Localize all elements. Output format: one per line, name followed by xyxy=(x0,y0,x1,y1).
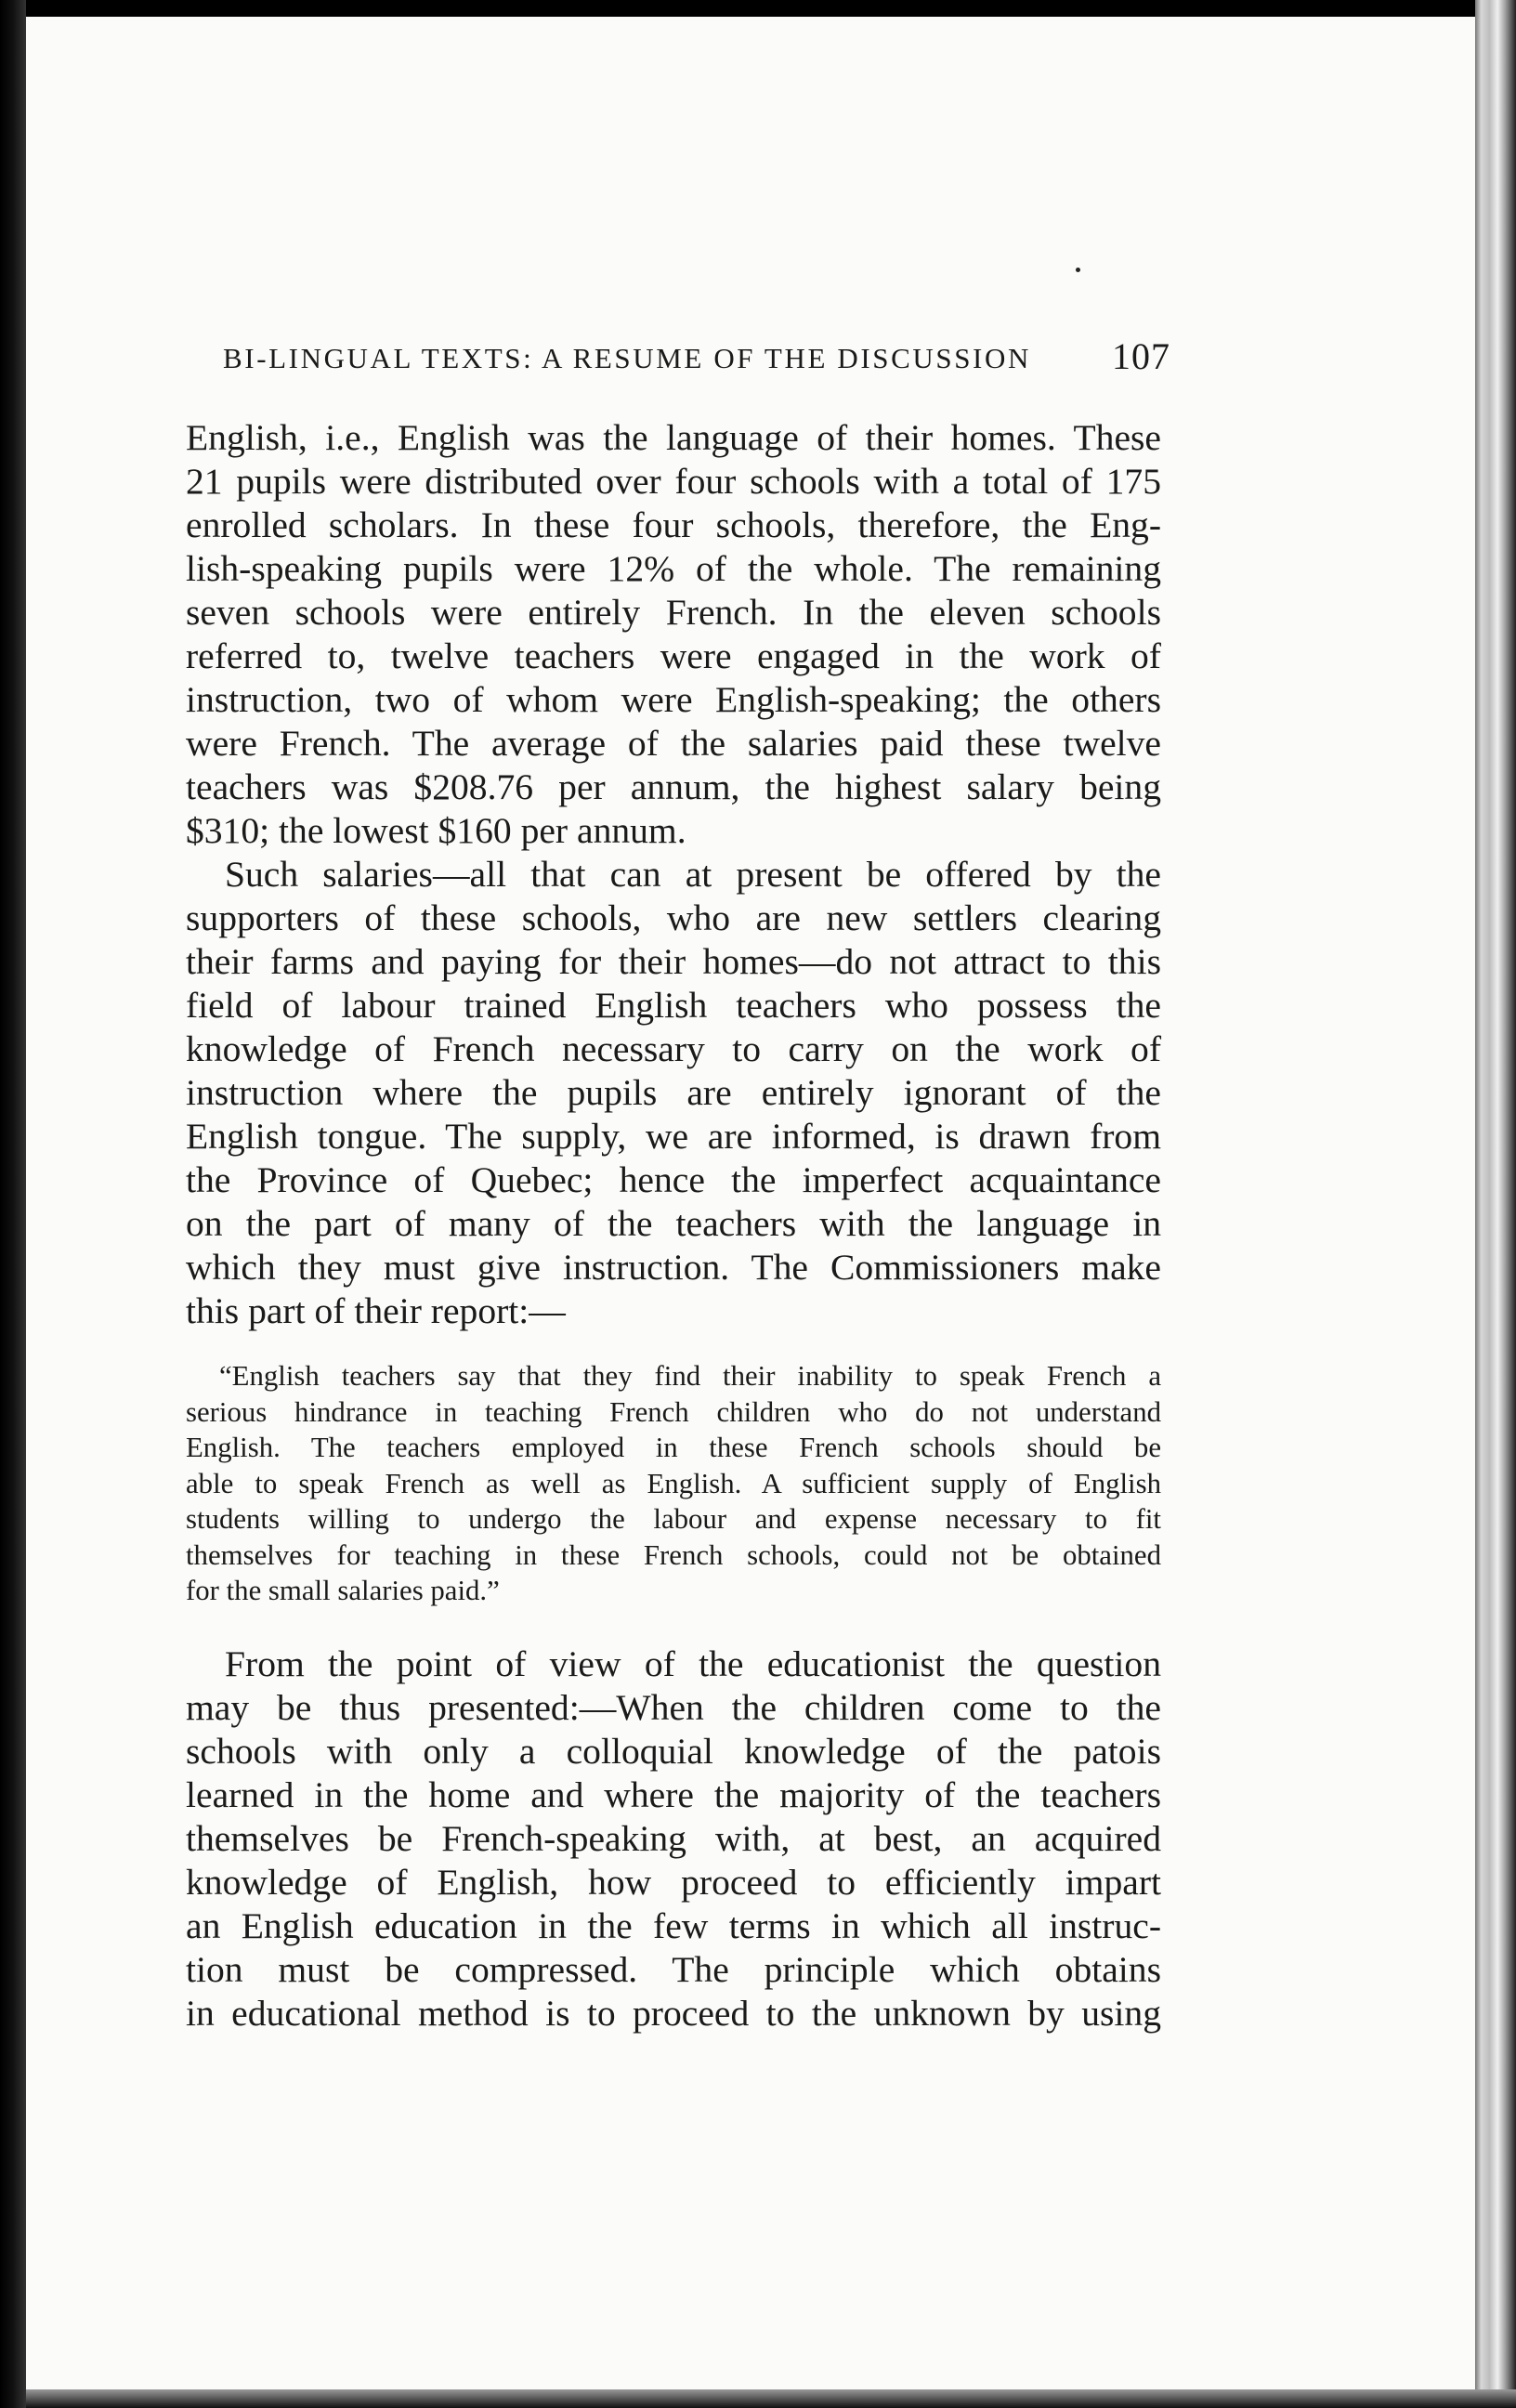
paragraph-1 xyxy=(186,416,1161,853)
scan-border-left xyxy=(0,0,26,2408)
text-line: referred to, twelve teachers were engaged in the work of xyxy=(186,635,1161,676)
text-line: schools with only a colloquial knowledge of the patois xyxy=(186,1731,1161,1772)
text-line: themselves be French-speaking with, at best, an acquired xyxy=(186,1818,1161,1859)
text-line: field of labour trained English teachers who possess the xyxy=(186,985,1161,1026)
quote-line: serious hindrance in teaching French children who do not understand xyxy=(186,1395,1161,1428)
text-line: knowledge of French necessary to carry on the work of xyxy=(186,1028,1161,1069)
paragraph-3 xyxy=(186,1642,1161,2035)
print-speck xyxy=(1076,268,1080,272)
text-line: lish-speaking pupils were 12% of the whole. The remaining xyxy=(186,548,1161,589)
text-line: Such salaries—all that can at present be offered by the xyxy=(225,854,1161,895)
text-line: instruction where the pupils are entirely ignorant of the xyxy=(186,1072,1161,1113)
text-line: English tongue. The supply, we are informed, is drawn from xyxy=(186,1116,1161,1157)
text-line: teachers was $208.76 per annum, the highest salary being xyxy=(186,766,1161,807)
text-line: which they must give instruction. The Commissioners make xyxy=(186,1247,1161,1288)
page-stack-edge xyxy=(1475,0,1516,2408)
text-line: supporters of these schools, who are new settlers clearing xyxy=(186,897,1161,938)
text-line: may be thus presented:—When the children come to the xyxy=(186,1687,1161,1728)
quote-line: for the small salaries paid.” xyxy=(186,1575,500,1606)
quote-line: students willing to undergo the labour and expense necessary to fit xyxy=(186,1503,1161,1535)
running-head xyxy=(223,333,1170,388)
quote-line: English. The teachers employed in these French schools should be xyxy=(186,1432,1161,1463)
text-line: seven schools were entirely French. In the eleven schools xyxy=(186,592,1161,633)
quote-line: themselves for teaching in these French schools, could not be obtained xyxy=(186,1538,1161,1571)
text-line: From the point of view of the educationist the question xyxy=(225,1643,1161,1684)
page-number: 107 xyxy=(1112,335,1170,377)
quote-line: able to speak French as well as English. A sufficient supply of English xyxy=(186,1467,1161,1499)
text-line: $310; the lowest $160 per annum. xyxy=(186,810,686,851)
text-line: their farms and paying for their homes—do not attract to this xyxy=(186,941,1161,982)
text-line: tion must be compressed. The principle which obtains xyxy=(186,1949,1161,1990)
text-line: in educational method is to proceed to the unknown by using xyxy=(186,1993,1161,2034)
text-line: on the part of many of the teachers with the language in xyxy=(186,1203,1161,1244)
text-line: an English education in the few terms in which all instruc- xyxy=(186,1905,1161,1946)
scan-border-bottom xyxy=(26,2389,1516,2408)
text-line: knowledge of English, how proceed to efficiently impart xyxy=(186,1862,1161,1903)
text-line: 21 pupils were distributed over four schools with a total of 175 xyxy=(186,461,1161,502)
running-title: BI-LINGUAL TEXTS: A RESUME OF THE DISCUSSION xyxy=(223,342,1031,374)
text-line: instruction, two of whom were English-speaking; the others xyxy=(186,679,1161,720)
text-line: were French. The average of the salaries paid these twelve xyxy=(186,723,1161,764)
paragraph-2 xyxy=(186,853,1161,1333)
text-line: this part of their report:— xyxy=(186,1290,566,1331)
text-line: enrolled scholars. In these four schools, therefore, the Eng- xyxy=(186,504,1161,545)
text-line: English, i.e., English was the language of their homes. These xyxy=(186,417,1161,458)
text-line: learned in the home and where the majority of the teachers xyxy=(186,1774,1161,1815)
text-line: the Province of Quebec; hence the imperfect acquaintance xyxy=(186,1159,1161,1200)
quote-line: “English teachers say that they find their inability to speak French a xyxy=(219,1360,1161,1392)
block-quote xyxy=(186,1358,1161,1609)
